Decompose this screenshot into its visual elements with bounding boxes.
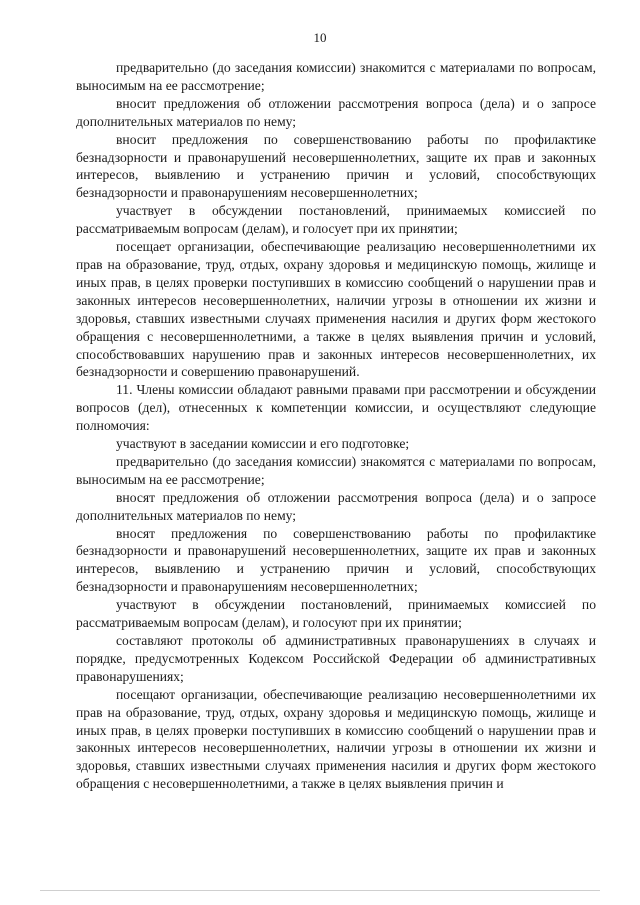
paragraph: вносит предложения об отложении рассмотрения вопроса (дела) и о запросе дополнительных материалов по нему; — [76, 95, 596, 129]
paragraph: участвует в обсуждении постановлений, принимаемых комиссией по рассматриваемым вопросам (делам), и голосует при их принятии; — [76, 203, 596, 237]
paragraph: 11. Члены комиссии обладают равными правами при рассмотрении и обсуждении вопросов (дел), отнесенных к компетенции комиссии, и осуществляют следующие полномочия: — [76, 382, 596, 434]
paragraph: вносят предложения об отложении рассмотрения вопроса (дела) и о запросе дополнительных материалов по нему; — [76, 489, 596, 523]
scan-edge-line — [40, 890, 600, 891]
paragraph: вносит предложения по совершенствованию работы по профилактике безнадзорности и правонарушений несовершеннолетних, защите их прав и законных интересов, выявлению и устранению причин и условий, способствующих безнадзорности и правонарушениям несовершеннолетних; — [76, 131, 596, 201]
paragraph: составляют протоколы об административных правонарушениях в случаях и порядке, предусмотренных Кодексом Российской Федерации об административных правонарушениях; — [76, 633, 596, 684]
paragraph: предварительно (до заседания комиссии) знакомятся с материалами по вопросам, выносимым на ее рассмотрение; — [76, 453, 596, 487]
paragraph: посещают организации, обеспечивающие реализацию несовершеннолетними их прав на образование, труд, отдых, охрану здоровья и медицинскую помощь, жилище и иных прав, в целях проверки поступивших в комиссию сообщений о нарушении прав и законных интересов несовершеннолетних, наличии угрозы в отношении их жизни и здоровья, ставших известными случаях применения насилия и других форм жестокого обращения с несовершеннолетними, а также в целях выявления причин и — [76, 686, 596, 792]
document-body — [76, 59, 596, 793]
page-number: 10 — [313, 30, 327, 45]
paragraph: участвуют в обсуждении постановлений, принимаемых комиссией по рассматриваемым вопросам (делам), и голосуют при их принятии; — [76, 597, 596, 631]
paragraph: посещает организации, обеспечивающие реализацию несовершеннолетними их прав на образование, труд, отдых, охрану здоровья и медицинскую помощь, жилище и иных прав, в целях проверки поступивших в комиссию сообщений о нарушении прав и законных интересов несовершеннолетних, наличии угрозы в отношении их жизни и здоровья, ставших известными случаях применения насилия и других форм жестокого обращения с несовершеннолетними, а также в целях выявления причин и условий, способствовавших нарушению прав и законных интересов несовершеннолетних, их безнадзорности и совершению правонарушений. — [76, 239, 596, 380]
paragraph: предварительно (до заседания комиссии) знакомится с материалами по вопросам, выносимым на ее рассмотрение; — [76, 60, 596, 93]
paragraph: участвуют в заседании комиссии и его подготовке; — [116, 436, 410, 452]
paragraph: вносят предложения по совершенствованию работы по профилактике безнадзорности и правонарушений несовершеннолетних, защите их прав и законных интересов, выявлению и устранению причин и условий, способствующих безнадзорности и правонарушениям несовершеннолетних; — [76, 525, 596, 595]
